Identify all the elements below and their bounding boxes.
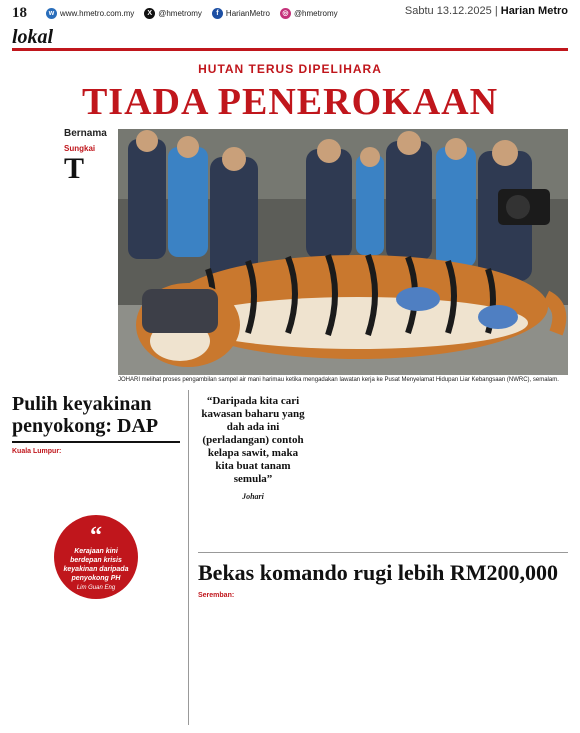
- quote-badge-attribution: Lim Guan Eng: [76, 585, 116, 591]
- bottom-headline: Bekas komando rugi lebih RM200,000: [198, 560, 558, 585]
- side-headline: Pulih keyakinan penyokong: DAP: [12, 393, 159, 437]
- pull-quote-attribution: Johari: [242, 492, 264, 501]
- social-x[interactable]: [144, 8, 202, 19]
- bottom-place: Seremban:: [198, 592, 235, 599]
- social-web[interactable]: [46, 8, 134, 19]
- dropcap: T: [64, 152, 85, 185]
- social-facebook-label: HarianMetro: [225, 9, 270, 18]
- masthead: [0, 0, 580, 48]
- agency-byline: Bernama: [64, 128, 107, 139]
- social-instagram[interactable]: [280, 8, 338, 19]
- dateline-separator: |: [494, 5, 498, 17]
- quote-badge: [54, 515, 138, 599]
- dateline: [405, 5, 568, 17]
- kicker: HUTAN TERUS DIPELIHARA: [198, 62, 382, 76]
- lead-place: Sungkai: [64, 144, 96, 153]
- bottom-article-rule: [198, 552, 568, 553]
- quote-mark: “: [90, 523, 102, 549]
- photo-caption: JOHARI melihat proses pengambilan sampel air mani harimau ketika mengadakan lawatan kerja ke Pusat Menyelamat Hidupan Liar Kebangsaan (NWRC), semalam.: [118, 377, 559, 383]
- social-web-label: www.hmetro.com.my: [60, 9, 135, 18]
- social-x-label: @hmetromy: [158, 9, 202, 18]
- instagram-icon: ◎: [280, 8, 291, 19]
- x-icon: X: [144, 8, 155, 19]
- section-rule: [12, 48, 568, 51]
- issue-date: Sabtu 13.12.2025: [404, 5, 492, 17]
- page-number: 18: [12, 5, 27, 21]
- side-place: Kuala Lumpur:: [12, 448, 62, 455]
- news-photo: [118, 129, 568, 375]
- quote-badge-text: Kerajaan kini berdepan krisis keyakinan daripada penyokong PH: [63, 548, 129, 582]
- tiger-photo-illustration: [118, 129, 568, 375]
- pull-quote: [198, 395, 308, 501]
- publication-name: Harian Metro: [500, 5, 568, 17]
- web-icon: w: [46, 8, 57, 19]
- side-headline-rule: [12, 441, 180, 443]
- column-divider-1: [188, 390, 189, 725]
- main-headline: TIADA PENEROKAAN: [81, 81, 499, 123]
- pull-quote-text: “Daripada kita cari kawasan baharu yang dah ada ini (perladangan) contoh kelapa sawit, maka kita buat tanam semula”: [201, 395, 305, 485]
- social-links: [46, 8, 338, 19]
- social-instagram-label: @hmetromy: [293, 9, 338, 18]
- lead-column: [64, 144, 116, 183]
- social-facebook[interactable]: [212, 8, 270, 19]
- facebook-icon: f: [212, 8, 223, 19]
- section-title: lokal: [12, 26, 54, 48]
